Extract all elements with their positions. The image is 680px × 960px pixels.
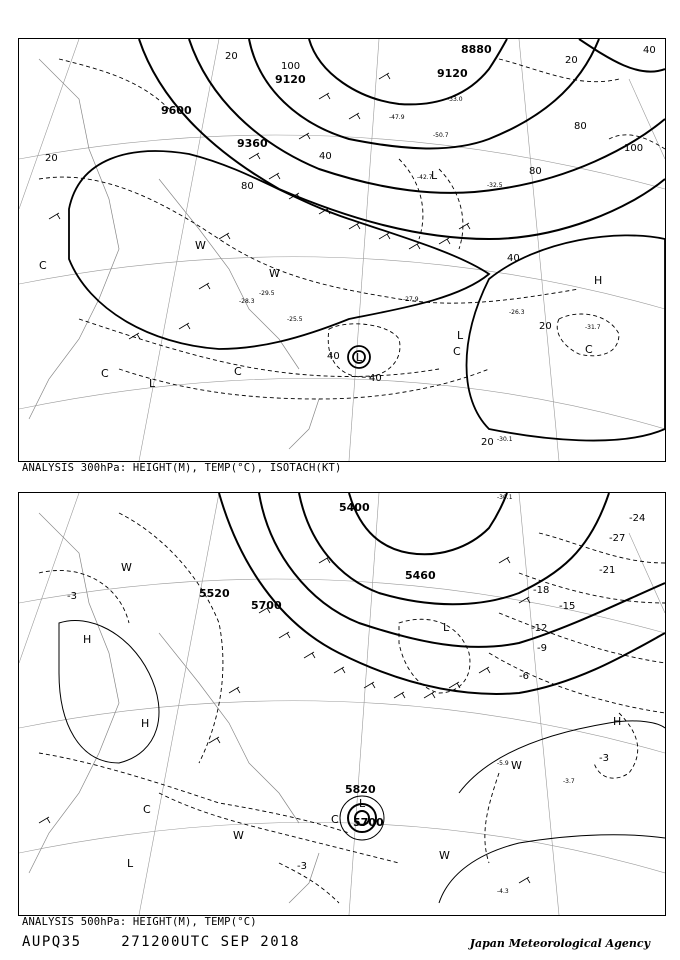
height-label: 5700 (251, 599, 282, 612)
high-marker: H (141, 717, 150, 730)
temp-label: -24 (629, 513, 646, 524)
temp-label: -3 (67, 591, 77, 602)
temp-label: -25.5 (287, 316, 303, 323)
height-label: 5520 (199, 587, 230, 600)
chart-identifier (22, 934, 300, 950)
height-label: 5400 (339, 501, 370, 514)
isotach-label: 20 (45, 153, 58, 164)
temp-label: -4.3 (497, 888, 509, 895)
height-contours-500 (219, 493, 665, 832)
temp-label: -27.9 (403, 296, 419, 303)
temp-label: -31.7 (585, 324, 601, 331)
low-marker: L (443, 621, 450, 634)
temp-label: -21 (599, 565, 616, 576)
isotherms-500 (39, 513, 665, 903)
low-marker: L (356, 351, 363, 364)
pressure-markers-300 (39, 169, 602, 390)
graticule-500 (19, 493, 665, 915)
temp-label: -15 (559, 601, 576, 612)
warm-marker: W (195, 239, 206, 252)
high-marker: H (83, 633, 92, 646)
caption-500hpa: ANALYSIS 500hPa: HEIGHT(M), TEMP(°C) (22, 916, 257, 928)
coastline-500 (29, 513, 319, 903)
temp-label: -3.7 (563, 778, 575, 785)
isotach-label: 20 (565, 55, 578, 66)
height-contours-300 (139, 39, 665, 239)
height-label: 9360 (237, 137, 268, 150)
height-label: 5700 (353, 816, 384, 829)
temp-labels-500 (67, 494, 645, 895)
isotach-label: 20 (539, 321, 552, 332)
temp-label: -5.9 (497, 760, 509, 767)
isotach-label: 80 (574, 121, 587, 132)
cold-marker: C (101, 367, 109, 380)
isotach-label: 40 (507, 253, 520, 264)
low-marker: L (431, 169, 438, 182)
isotach-label: 40 (327, 351, 340, 362)
warm-marker: W (121, 561, 132, 574)
height-label: 5820 (345, 783, 376, 796)
map-panel-300hpa (18, 38, 666, 462)
height-label: 5460 (405, 569, 436, 582)
low-marker: L (127, 857, 134, 870)
cold-marker: C (331, 813, 339, 826)
wind-barbs-500 (39, 557, 530, 883)
temp-label: -27 (609, 533, 626, 544)
map-300hpa-svg (19, 39, 665, 461)
agency-credit: Japan Meteorological Agency (469, 937, 650, 950)
isotach-label: 40 (369, 373, 382, 384)
temp-label: -33.0 (447, 96, 463, 103)
temp-label: -29.5 (259, 290, 275, 297)
caption-300hpa: ANALYSIS 300hPa: HEIGHT(M), TEMP(°C), ISOTACH(KT) (22, 462, 342, 474)
temp-label: -47.9 (389, 114, 405, 121)
temp-label: -3 (297, 861, 307, 872)
low-marker: L (457, 329, 464, 342)
height-label: 9120 (275, 73, 306, 86)
cold-marker: C (234, 365, 242, 378)
cold-marker: C (143, 803, 151, 816)
cold-marker: C (39, 259, 47, 272)
low-marker: L (359, 797, 366, 810)
valid-time: 271200UTC SEP 2018 (121, 934, 301, 950)
temp-label: -32.5 (487, 182, 503, 189)
warm-marker: W (233, 829, 244, 842)
chart-code: AUPQ35 (22, 934, 82, 950)
graticule-300 (19, 39, 665, 461)
coastline-300 (29, 59, 319, 449)
temp-label: -28.3 (239, 298, 255, 305)
map-500hpa-svg (19, 493, 665, 915)
isotach-label: 80 (241, 181, 254, 192)
cold-marker: C (453, 345, 461, 358)
temp-label: -42.7 (417, 174, 433, 181)
temp-label: -18 (533, 585, 550, 596)
temp-label: -6 (519, 671, 529, 682)
temp-label: -3 (599, 753, 609, 764)
temp-label: -12 (531, 623, 548, 634)
height-label: 9120 (437, 67, 468, 80)
temp-label: -9 (537, 643, 547, 654)
isotach-label: 80 (529, 166, 542, 177)
temp-label: -50.7 (433, 132, 449, 139)
warm-marker: W (439, 849, 450, 862)
cold-marker: C (585, 343, 593, 356)
isotach-contours-300 (69, 151, 665, 440)
low-marker: L (149, 377, 156, 390)
isotach-label: 20 (225, 51, 238, 62)
height-label: 9600 (161, 104, 192, 117)
isotach-label: 100 (624, 143, 644, 154)
isotach-label: 100 (281, 61, 301, 72)
isotach-label: 20 (481, 437, 494, 448)
warm-marker: W (269, 267, 280, 280)
isotach-label: 40 (643, 45, 656, 56)
temp-label: -26.3 (509, 309, 525, 316)
height-label: 8880 (461, 43, 492, 56)
map-panel-500hpa (18, 492, 666, 916)
high-marker: H (594, 274, 603, 287)
high-marker: H (613, 715, 622, 728)
isotach-label: 40 (319, 151, 332, 162)
temp-label: -30.1 (497, 436, 513, 443)
isotach-labels-300 (45, 45, 656, 448)
temp-label: -30.1 (497, 494, 513, 501)
warm-marker: W (511, 759, 522, 772)
